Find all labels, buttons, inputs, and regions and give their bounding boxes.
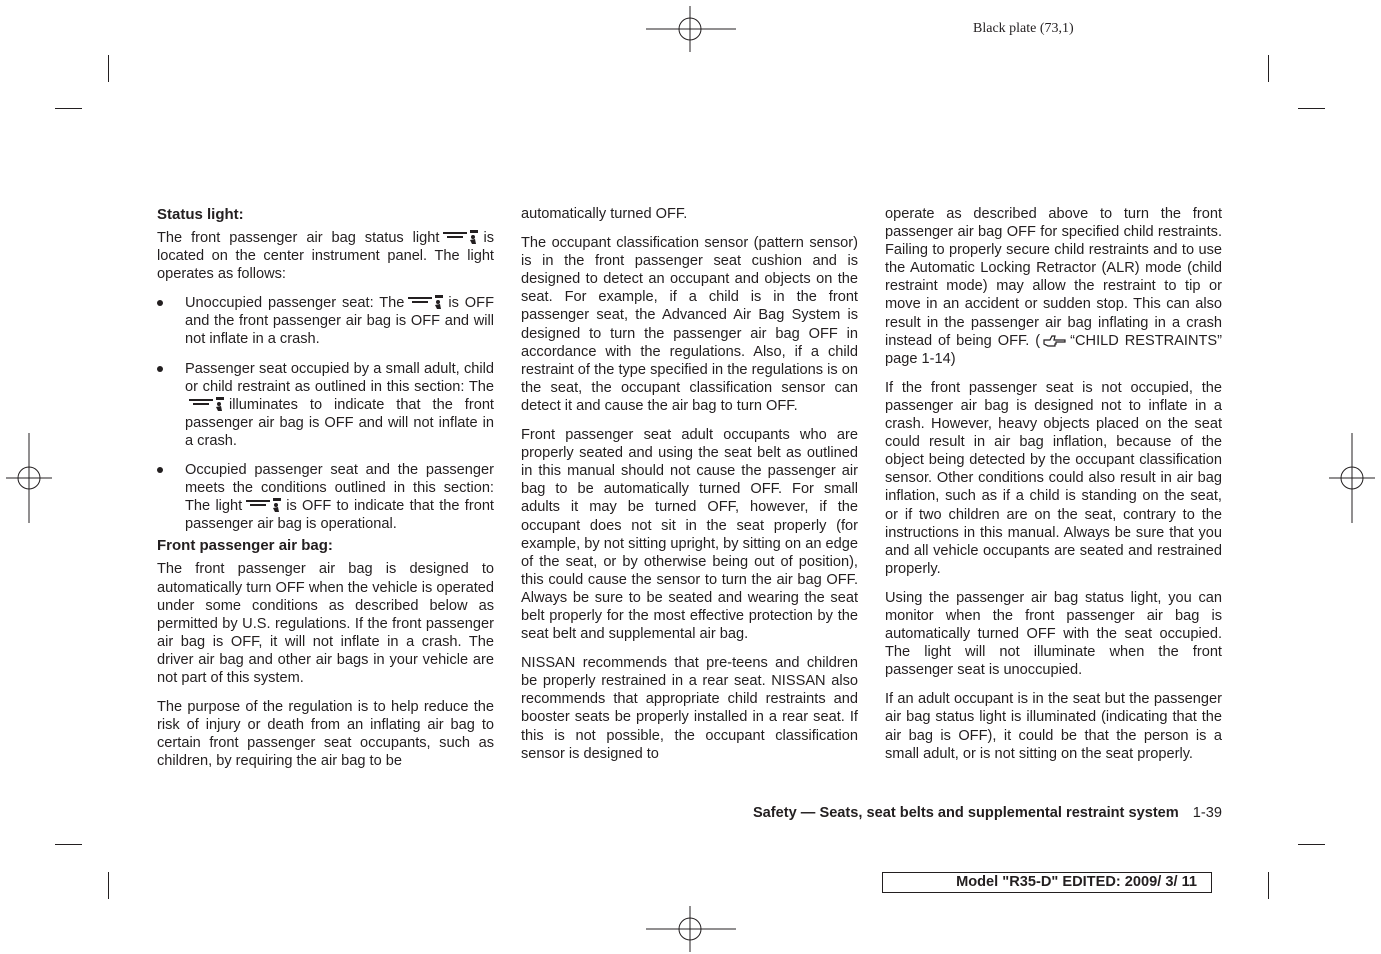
- text: Unoccupied passenger seat: The: [185, 295, 405, 312]
- status-light-intro: [157, 229, 494, 283]
- crop-mark: [55, 108, 82, 109]
- text: is OFF to indicate that the front passenger air bag is operational.: [185, 498, 494, 533]
- page-number: 1-39: [1192, 805, 1222, 821]
- registration-mark-icon: [1329, 433, 1375, 523]
- paragraph: NISSAN recommends that pre-teens and children be properly restrained in a rear seat. NISSAN also recommends that appropriate child restraints and booster seats be properly installed in a rear seat. If this is not possible, the occupant classification sensor is designed to: [521, 655, 858, 762]
- registration-mark-icon: [646, 906, 736, 952]
- crop-mark: [1298, 844, 1325, 845]
- running-footer: [753, 804, 1222, 822]
- paragraph: Front passenger seat adult occupants who are properly seated and using the seat belt as outlined in this manual should not cause the passenger air bag to be automatically turned OFF. For small adults it may be turned OFF, however, if the occupant does not sit in the seat properly (for example, by not sitting upright, by sitting on an edge of the seat, or by otherwise being out of position), this could cause the sensor to turn the air bag OFF. Always be sure to be seated and wearing the seat belt properly for the most effective protection by the seat belt and supplemental air bag.: [521, 427, 858, 643]
- crop-mark: [1298, 108, 1325, 109]
- plate-label: Black plate (73,1): [973, 21, 1074, 36]
- crop-mark: [108, 872, 109, 899]
- paragraph: The front passenger air bag is designed to automatically turn OFF when the vehicle is operated under some conditions as described below as permitted by U.S. regulations. If the front passenger air bag is OFF, it will not inflate in a crash. The driver air bag and other air bags in your vehicle are not part of this system.: [157, 561, 494, 686]
- paragraph: automatically turned OFF.: [521, 206, 688, 222]
- text: operate as described above to turn the front passenger air bag OFF for specified child restraints. Failing to properly secure child restraints and to use the Automatic Locking Retractor (ALR) mode (child restraint mode) may allow the restraint to tip or move in an accident or sudden stop. This can also result in the passenger air bag inflating in a crash instead of being OFF. (: [885, 206, 1222, 349]
- text: “CHILD RESTRAINTS” page 1-14): [885, 332, 1222, 367]
- list-item: [157, 461, 494, 533]
- registration-mark-icon: [6, 433, 52, 523]
- status-list: [157, 294, 494, 533]
- heading-status-light: Status light:: [157, 206, 244, 223]
- text: The front passenger air bag status light: [157, 230, 440, 246]
- section-title: Safety — Seats, seat belts and supplemental restraint system: [752, 805, 1179, 821]
- paragraph: If the front passenger seat is not occupied, the passenger air bag is designed not to inflate in a crash. However, heavy objects placed on the seat could result in air bag inflation, because of the object being detected by the occupant classification sensor. Other conditions could also result in air bag inflation, such as if a child is standing on the seat, or if two children are on the seat, contrary to the instructions in this manual. Always be sure that you and all vehicle occupants are seated and restrained properly.: [885, 379, 1222, 577]
- text: Occupied passenger seat and the passenger meets the conditions outlined in this section: The light: [185, 462, 494, 515]
- crop-mark: [1268, 872, 1269, 899]
- list-item: [157, 360, 494, 450]
- model-edited-box: Model "R35-D" EDITED: 2009/ 3/ 11: [882, 872, 1212, 893]
- text: is OFF and the front passenger air bag is OFF and will not inflate in a crash.: [185, 295, 494, 348]
- column-2: [521, 205, 858, 774]
- heading-front-passenger-air-bag: Front passenger air bag:: [157, 537, 333, 555]
- crop-mark: [55, 844, 82, 845]
- text: illuminates to indicate that the front passenger air bag is OFF and will not inflate in a crash.: [185, 396, 494, 449]
- column-3: [885, 205, 1222, 774]
- text: Passenger seat occupied by a small adult, child or child restraint as outlined in this section: The: [185, 360, 494, 395]
- passenger-air-bag-off-icon: [188, 397, 226, 412]
- crop-mark: [108, 55, 109, 82]
- list-item: [157, 294, 494, 348]
- passenger-air-bag-off-icon: [407, 295, 445, 310]
- passenger-air-bag-off-icon: [442, 230, 480, 245]
- crop-mark: [1268, 55, 1269, 82]
- pointing-hand-reference-icon: [1042, 333, 1068, 349]
- paragraph: The occupant classification sensor (pattern sensor) is in the front passenger seat cushion and is designed to detect an occupant and objects on the seat. For example, if a child is in the front passenger seat, the Advanced Air Bag System is designed to turn the passenger air bag OFF in accordance with the regulations. Also, if a child restraint of the type specified in the regulations is on the seat, the occupant classification sensor can detect it and cause the air bag to turn OFF.: [521, 235, 858, 414]
- registration-mark-icon: [646, 6, 736, 52]
- paragraph: The purpose of the regulation is to help reduce the risk of injury or death from an inflating air bag to certain front passenger seat occupants, such as children, by requiring the air bag to be: [157, 699, 494, 770]
- text: is located on the center instrument panel. The light operates as follows:: [157, 230, 494, 283]
- paragraph: [885, 205, 1222, 368]
- paragraph: Using the passenger air bag status light, you can monitor when the front passenger air bag is automatically turned OFF with the seat occupied. The light will not illuminate when the front passenger seat is unoccupied.: [885, 589, 1222, 679]
- column-1: [157, 205, 494, 781]
- paragraph: If an adult occupant is in the seat but the passenger air bag status light is illuminated (indicating that the air bag is OFF), it could be that the person is a small adult, or is not sitting on the seat properly.: [885, 691, 1222, 762]
- passenger-air-bag-off-icon: [245, 498, 283, 513]
